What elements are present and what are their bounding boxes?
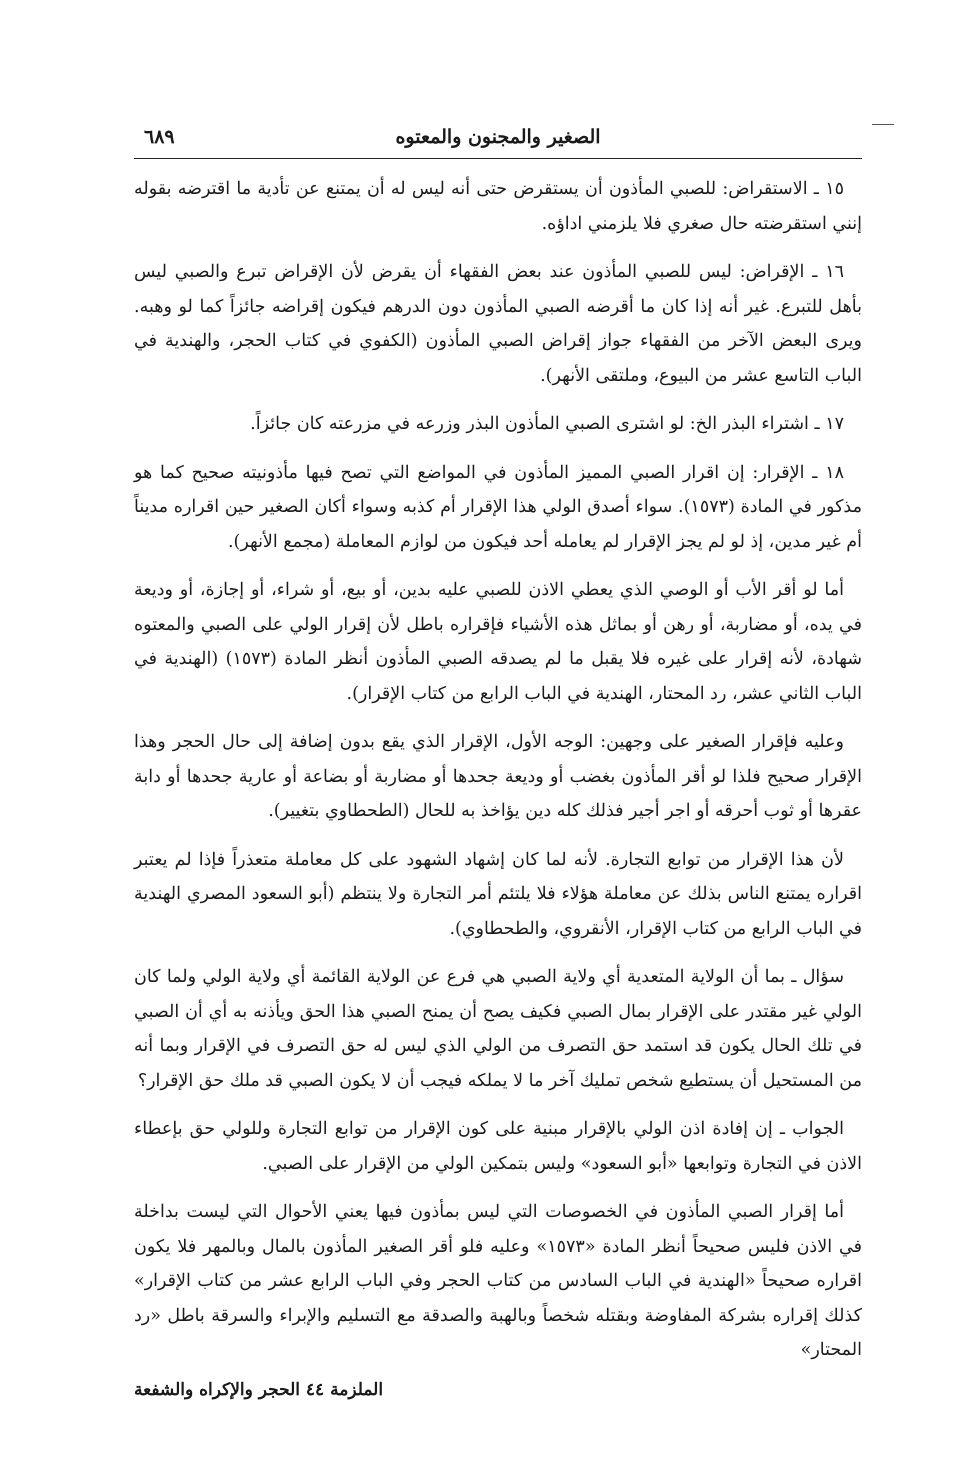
paragraph-question: سؤال ـ بما أن الولاية المتعدية أي ولاية الصبي هي فرع عن الولاية القائمة أي ولاية الولي ولما كان الولي غير مقتدر على الإقرار بمال الصبي فكيف يصح أن يمنح الصبي هذا الحق ويأذنه به أي أن الصبي في تلك الحال يكون قد استمد حق التصرف من الولي الذي ليس له حق التصرف في الإقرار وبما أنه من المستحيل أن يستطيع شخص تمليك آخر ما لا يملكه فيجب أن لا يكون الصبي قد ملك حق الإقرار؟ xyxy=(134,967,862,1091)
paragraph-16-lending: ١٦ ـ الإقراض: ليس للصبي المأذون عند بعض الفقهاء أن يقرض لأن الإقراض تبرع والصبي ليس بأهل للتبرع. غير أنه إذا كان ما أقرضه الصبي المأذون دون الدرهم فيكون إقراضه جائزاً كما لو وهبه. ويرى البعض الآخر من الفقهاء جواز إقراض الصبي المأذون (الكفوي في كتاب الحجر، والهندية في الباب التاسع عشر من البيوع، وملتقى الأنهر). xyxy=(134,262,862,386)
margin-mark xyxy=(872,124,894,125)
page-body xyxy=(134,172,862,1382)
paragraph-guardian-acknowledgment: أما لو أقر الأب أو الوصي الذي يعطي الاذن للصبي عليه بدين، أو بيع، أو شراء، أو إجازة، أو وديعة في يده، أو مضاربة، أو رهن أو بماثل هذه الأشياء فإقراره باطل لأن إقرار الولي على الصبي والمعتوه شهادة، لأنه إقرار على غيره فلا يقبل ما لم يصدقه الصبي المأذون أنظر المادة (١٥٧٣) (الهندية في الباب الثاني عشر، رد المحتار، الهندية في الباب الرابع من كتاب الإقرار). xyxy=(134,580,862,704)
paragraph-15-borrowing: ١٥ ـ الاستقراض: للصبي المأذون أن يستقرض حتى أنه ليس له أن يمتنع عن تأدية ما اقترضه بقوله إنني استقرضته حال صغري فلا يلزمني اداؤه. xyxy=(134,179,862,234)
paragraph-answer: الجواب ـ إن إفادة اذن الولي بالإقرار مبنية على كون الإقرار من توابع التجارة وللولي حق بإعطاء الاذن في التجارة وتوابعها «أبو السعود» وليس بتمكين الولي من الإقرار على الصبي. xyxy=(134,1119,862,1174)
paragraph-18-acknowledgment: ١٨ ـ الإقرار: إن اقرار الصبي المميز المأذون في المواضع التي تصح فيها مأذونيته صحيح كما هو مذكور في المادة (١٥٧٣). سواء أصدق الولي هذا الإقرار أم كذبه وسواء أكان الصغير حين اقراره مديناً أم غير مدين، إذ لو لم يجز الإقرار لم يعامله أحد فيكون من لوازم المعاملة (مجمع الأنهر). xyxy=(134,462,862,552)
running-title: الصغير والمجنون والمعتوه xyxy=(395,126,601,148)
paragraph-trade-accessory: لأن هذا الإقرار من توابع التجارة. لأنه لما كان إشهاد الشهود على كل معاملة متعذراً فإذا لم يعتبر اقراره يمتنع الناس بذلك عن معاملة هؤلاء فلا يلتئم أمر التجارة ولا ينتظم (أبو السعود المصري الهندية في الباب الرابع من كتاب الإقرار، الأنقروي، والطحطاوي). xyxy=(134,849,862,939)
printer-signature: الملزمة ٤٤ الحجر والإكراه والشفعة xyxy=(134,1380,384,1400)
page-number: ٦٨٩ xyxy=(144,126,175,148)
paragraph-two-aspects: وعليه فإقرار الصغير على وجهين: الوجه الأول، الإقرار الذي يقع بدون إضافة إلى حال الحجر وهذا الإقرار صحيح فلذا لو أقر المأذون بغضب أو وديعة جحدها أو مضاربة أو بضاعة أو عارية جحدها أو دابة عقرها أو ثوب أحرقه أو اجر أجير فذلك كله دين يؤاخذ به للحال (الطحطاوي بتغيير). xyxy=(134,732,862,821)
paragraph-17-seed-purchase: ١٧ ـ اشتراء البذر الخ: لو اشترى الصبي المأذون البذر وزرعه في مزرعته كان جائزاً. xyxy=(250,414,844,434)
page-header xyxy=(134,122,862,159)
paragraph-non-authorized-matters: أما إقرار الصبي المأذون في الخصوصات التي ليس بمأذون فيها يعني الأحوال التي ليست بداخلة في الاذن فليس صحيحاً أنظر المادة «١٥٧٣» وعليه فلو أقر الصغير المأذون بالمال وبالمهر فلا يكون اقراره صحيحاً «الهندية في الباب السادس من كتاب الحجر وفي الباب الرابع عشر من كتاب الإقرار» كذلك إقراره بشركة المفاوضة وبقتله شخصاً وبالهبة والصدقة مع التسليم والإبراء والسرقة باطل «رد المحتار» xyxy=(134,1202,862,1360)
